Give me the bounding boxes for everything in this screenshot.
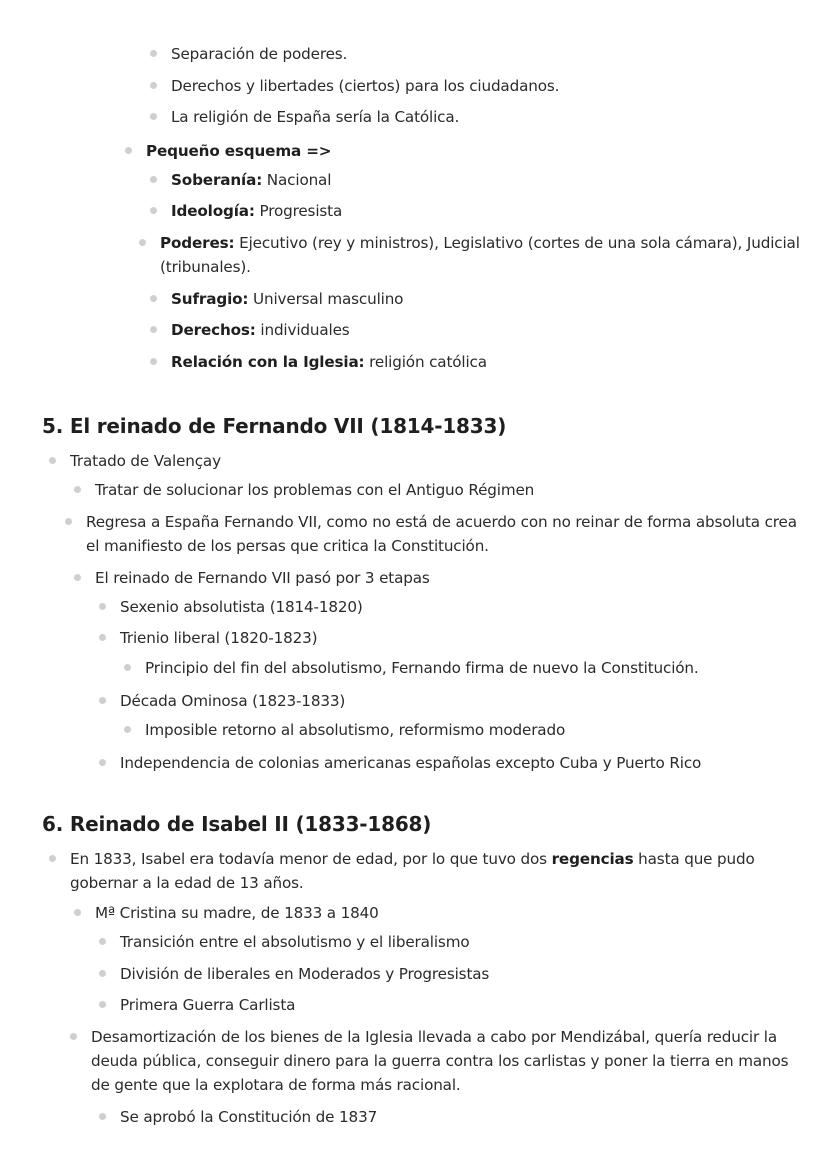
list-item: Transición entre el absolutismo y el liberalismo [120,930,469,954]
list-item-regencias [70,847,770,895]
esquema-label: Ideología: [171,202,255,220]
esquema-label: Sufragio: [171,290,249,308]
list-item: División de liberales en Moderados y Progresistas [120,962,489,986]
esquema-row-sufragio [171,287,403,311]
list-item: Derechos y libertades (ciertos) para los ciudadanos. [171,74,559,98]
list-item: Primera Guerra Carlista [120,993,295,1017]
esquema-value: Universal masculino [248,290,404,308]
list-item: Década Ominosa (1823-1833) [120,689,345,713]
esquema-row-ideologia [171,199,342,223]
list-item: Separación de poderes. [171,42,347,66]
intro-text: En 1833, Isabel era todavía menor de edad, por lo que tuvo dos [70,850,552,868]
esquema-label: Relación con la Iglesia: [171,353,365,371]
list-item: El reinado de Fernando VII pasó por 3 etapas [95,566,430,590]
esquema-value: Nacional [262,171,332,189]
list-item: Mª Cristina su madre, de 1833 a 1840 [95,901,379,925]
list-item: Desamortización de los bienes de la Iglesia llevada a cabo por Mendizábal, quería reducir la deuda pública, conseguir dinero para la guerra contra los carlistas y poner la tierra en manos de gente que la explotara de forma más racional. [91,1025,796,1097]
esquema-label: Soberanía: [171,171,263,189]
list-item: Tratado de Valençay [70,449,221,473]
intro-bold: regencias [551,850,634,868]
esquema-value: religión católica [364,353,487,371]
esquema-row-derechos [171,318,350,342]
list-item: Principio del fin del absolutismo, Fernando firma de nuevo la Constitución. [145,656,699,680]
list-item: Imposible retorno al absolutismo, reformismo moderado [145,718,565,742]
esquema-row-soberania [171,168,331,192]
esquema-row-iglesia [171,350,487,374]
esquema-title [146,139,331,163]
esquema-value: individuales [255,321,350,339]
section-6-heading: 6. Reinado de Isabel II (1833-1868) [42,812,432,836]
list-item: Sexenio absolutista (1814-1820) [120,595,363,619]
intro-text-end: hasta que pudo gobernar a la edad de 13 años. [70,850,755,892]
list-item: Independencia de colonias americanas españolas excepto Cuba y Puerto Rico [120,751,701,775]
list-item: Tratar de solucionar los problemas con el Antiguo Régimen [95,478,534,502]
esquema-value: Progresista [254,202,343,220]
esquema-title-text: Pequeño esquema => [146,142,332,160]
list-item: La religión de España sería la Católica. [171,105,459,129]
esquema-row-poderes [160,231,800,279]
esquema-label: Poderes: [160,234,235,252]
esquema-label: Derechos: [171,321,256,339]
esquema-value: Ejecutivo (rey y ministros), Legislativo (cortes de una sola cámara), Judicial (tribunales). [160,234,800,276]
list-item: Trienio liberal (1820-1823) [120,626,317,650]
section-5-heading: 5. El reinado de Fernando VII (1814-1833) [42,414,507,438]
list-item: Se aprobó la Constitución de 1837 [120,1105,377,1129]
list-item: Regresa a España Fernando VII, como no está de acuerdo con no reinar de forma absoluta crea el manifiesto de los persas que critica la Constitución. [86,510,802,558]
